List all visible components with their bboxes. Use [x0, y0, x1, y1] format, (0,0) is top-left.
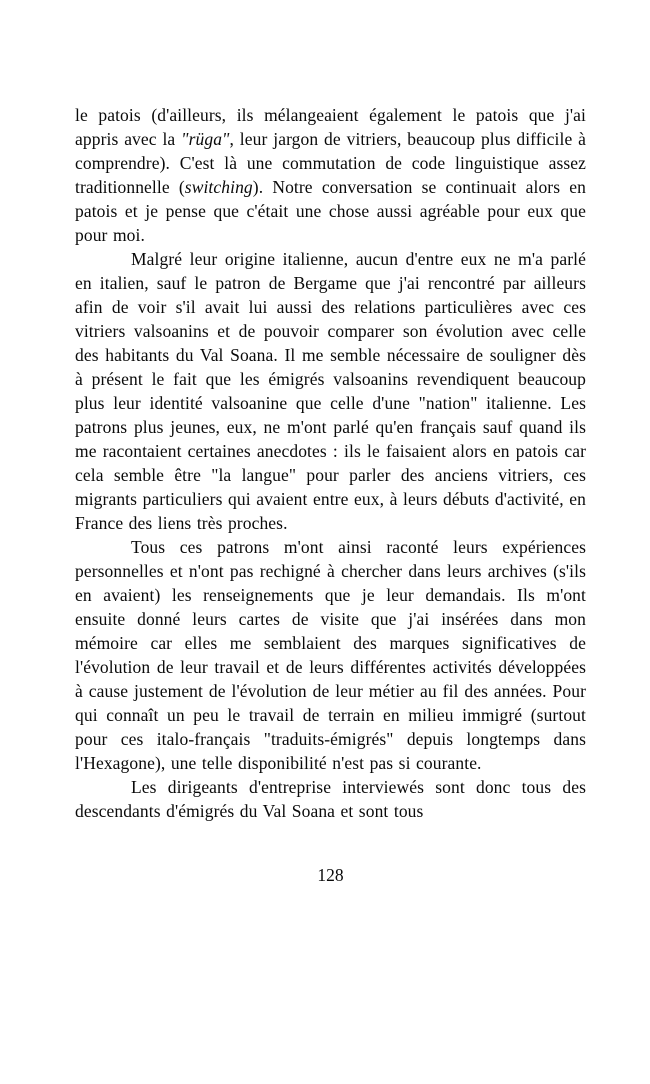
text-run-italic: switching — [184, 177, 253, 197]
paragraph — [75, 535, 586, 775]
paragraph — [75, 775, 586, 823]
paragraph — [75, 103, 586, 247]
text-run: Tous ces patrons m'ont ainsi raconté leurs expériences personnelles et n'ont pas rechigné à chercher dans leurs archives (s'ils en avaient) les renseignements que je leur demandais. Ils m'ont ensuite donné leurs cartes de visite que j'ai insérées dans mon mémoire car elles me semblaient des marques significatives de l'évolution de leur travail et de leurs différentes activités développées à cause justement de l'évolution de leur métier au fil des années. Pour qui connaît un peu le travail de terrain en milieu immigré (surtout pour ces italo-français "traduits-émigrés" depuis longtemps dans l'Hexagone), une telle disponibilité n'est pas si courante. — [75, 537, 586, 773]
text-run: ). Notre conversation se continuait alors en patois et je pense que c'était une chose aussi agréable pour eux que pour moi. — [75, 177, 586, 245]
text-run-italic: "rüga" — [181, 129, 230, 149]
page-number: 128 — [317, 865, 344, 885]
text-run: le patois (d'ailleurs, ils mélangeaient également le patois que j'ai appris avec la — [75, 105, 586, 149]
text-run: Les dirigeants d'entreprise interviewés sont donc tous des descendants d'émigrés du Val Soana et sont tous — [75, 777, 586, 821]
text-run: , leur jargon de vitriers, beaucoup plus difficile à comprendre). C'est là une commutation de code linguistique assez traditionnelle ( — [75, 129, 587, 197]
text-run: Malgré leur origine italienne, aucun d'entre eux ne m'a parlé en italien, sauf le patron de Bergame que j'ai rencontré par ailleurs afin de voir s'il avait lui aussi des relations particulières avec ces vitriers valsoanins et de pouvoir comparer son évolution avec celle des habitants du Val Soana. Il me semble nécessaire de souligner dès à présent le fait que les émigrés valsoanins revendiquent beaucoup plus leur identité valsoanine que celle d'une "nation" italienne. Les patrons plus jeunes, eux, ne m'ont parlé qu'en français sauf quand ils me racontaient certaines anecdotes : ils le faisaient alors en patois car cela semble être "la langue" pour parler des anciens vitriers, ces migrants particuliers qui avaient entre eux, à leurs débuts d'activité, en France des liens très proches. — [75, 249, 586, 533]
page-text — [75, 103, 586, 823]
paragraph — [75, 247, 586, 535]
